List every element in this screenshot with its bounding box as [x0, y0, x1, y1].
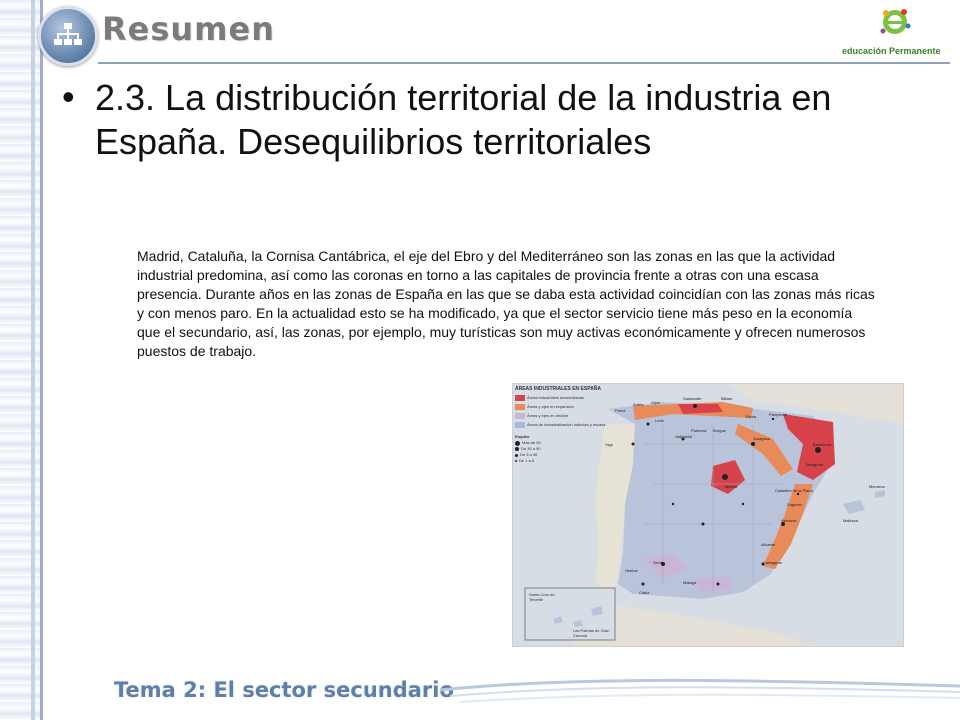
map-city-label: Madrid	[725, 484, 738, 489]
legend-swatch	[515, 422, 525, 428]
legend-swatch	[515, 395, 525, 401]
slide-body-text: Madrid, Cataluña, la Cornisa Cantábrica, el eje del Ebro y del Mediterráneo son las zonas en las que la actividad industrial predomina, así como las coronas en torno a las capitales de provincia frente a otras con una escasa presencia. Durante años en las zonas de España en las que se daba esta actividad coincidían con las zonas más ricas y con menos paro. En la actualidad esto se ha modificado, ya que el sector servicio tiene más peso en la economía que el secundario, así, las zonas, por ejemplo, muy turísticas son muy activas económicamente y ofrecen numerosos puestos de trabajo.	[137, 248, 875, 359]
map-city-label: Valladolid	[675, 434, 693, 439]
employment-label: De 30 a 50	[521, 446, 541, 451]
legend-label: Áreas de industrialización inducida y escasa	[527, 422, 606, 427]
legend-label: Áreas y ejes en expansión	[527, 404, 574, 409]
legend-swatch	[515, 413, 525, 419]
map-city-label: Huelva	[625, 568, 638, 573]
map-city-label: Cádiz	[639, 590, 650, 595]
legend-label: Áreas industriales desarrolladas	[527, 395, 584, 400]
map-city-label: Ferrol	[615, 408, 626, 413]
employment-dot	[515, 460, 517, 462]
footer-swoosh	[440, 672, 960, 712]
map-city-label: Avilés	[633, 402, 644, 407]
map-city-label: Pamplona	[769, 412, 788, 417]
legend-item	[515, 413, 615, 419]
legend-item	[515, 395, 615, 401]
map-city-label: Vigo	[605, 442, 613, 447]
brand-name: educación Permanente	[842, 46, 941, 56]
employment-item	[515, 458, 615, 464]
legend-item	[515, 422, 615, 428]
map-city-label: Palencia	[691, 428, 707, 433]
legend-title: ÁREAS INDUSTRIALES EN ESPAÑA	[515, 386, 602, 392]
map-city-label: Castellón de la Plana	[775, 488, 813, 493]
employment-label: De 5 a 30	[520, 452, 538, 457]
employment-title: Empleo	[515, 434, 530, 439]
map-legend	[515, 386, 615, 506]
bullet-marker: •	[62, 76, 75, 117]
map-city-label: Burgos	[713, 428, 726, 433]
legend-label: Áreas y ejes en declive	[527, 413, 569, 418]
industrial-areas-map	[512, 383, 904, 647]
map-city-label: Sagunto	[787, 502, 802, 507]
map-city-label: Mallorca	[843, 518, 859, 523]
employment-dot	[515, 441, 520, 446]
map-city-label: Málaga	[683, 580, 697, 585]
employment-label: De 1 a 5	[519, 458, 535, 463]
map-city-label: Menorca	[869, 484, 885, 489]
org-chart-icon	[38, 6, 98, 66]
map-city-label: Bilbao	[721, 396, 733, 401]
map-city-label: Gijón	[651, 400, 661, 405]
map-city-label: Cartagena	[763, 560, 782, 565]
slide-title: 2.3. La distribución territorial de la industria en España. Desequilibrios territoriales	[95, 77, 832, 162]
map-city-label: Alicante	[761, 542, 776, 547]
header-divider	[98, 62, 950, 64]
left-decorative-border	[0, 0, 43, 720]
footer-title: Tema 2: El sector secundario	[114, 678, 454, 702]
legend-item	[515, 404, 615, 410]
map-city-label: Zaragoza	[753, 436, 770, 441]
inset-label-tenerife: Santa Cruz de Tenerife	[529, 592, 555, 602]
map-city-label: Sevilla	[653, 560, 665, 565]
legend-swatch	[515, 404, 525, 410]
map-city-label: Vitoria	[745, 414, 757, 419]
employment-label: Más de 50	[522, 440, 541, 445]
header-title: Resumen	[102, 10, 275, 48]
map-city-label: Tarragona	[805, 462, 824, 467]
inset-label-las-palmas: Las Palmas de Gran Canaria	[573, 628, 610, 638]
map-city-label: Barcelona	[813, 442, 832, 447]
employment-dot	[515, 447, 519, 451]
map-city-label: Valencia	[781, 518, 797, 523]
map-city-label: León	[655, 418, 664, 423]
employment-dot	[515, 454, 518, 457]
map-city-label: Santander	[683, 396, 702, 401]
